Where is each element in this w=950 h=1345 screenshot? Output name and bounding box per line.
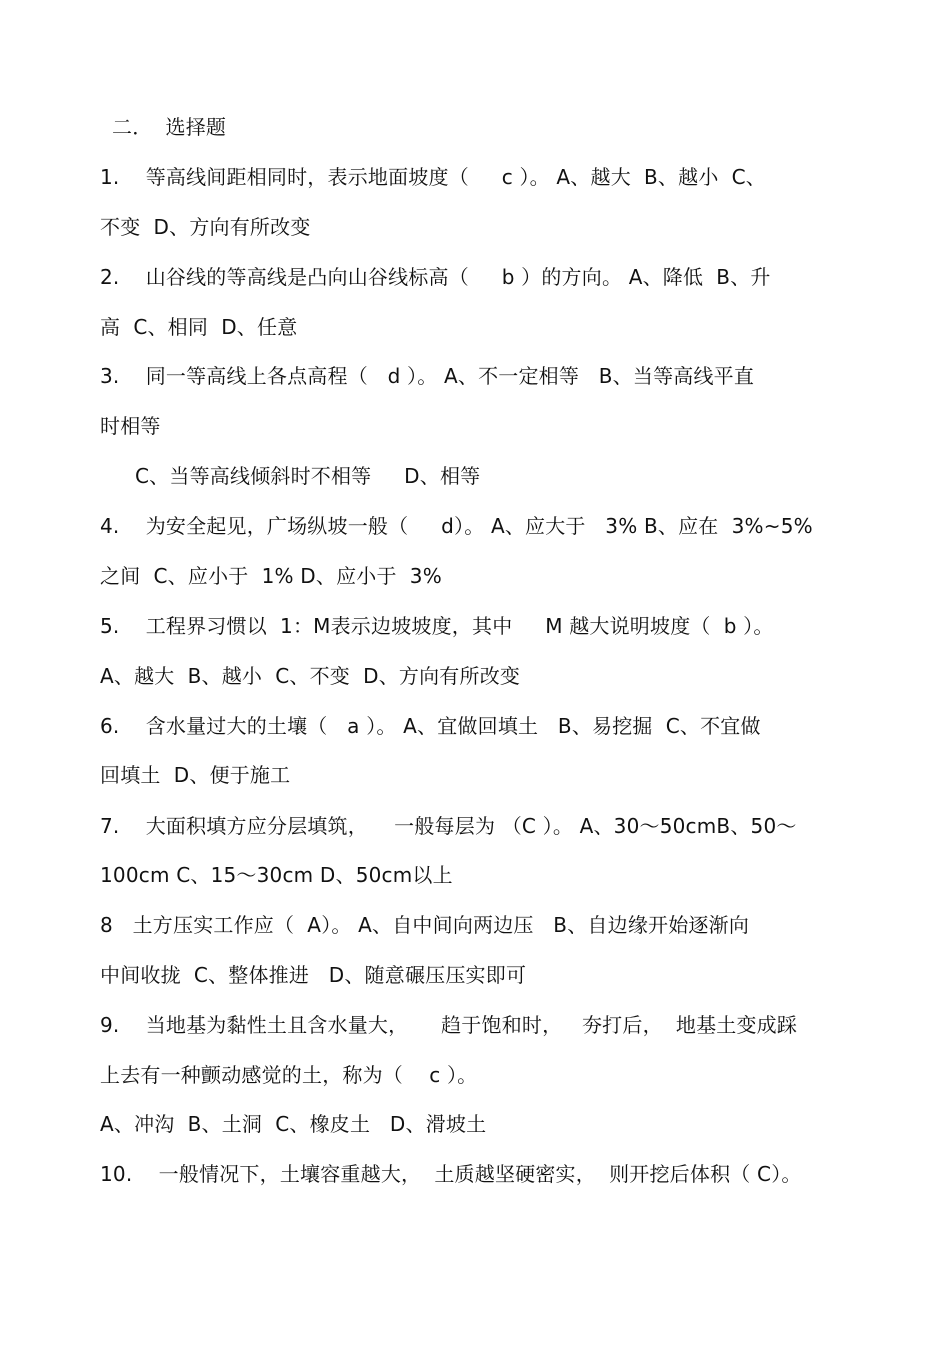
question-3-line-1: 3. 同一等高线上各点高程（ d ）。 A、不一定相等 B、当等高线平直 [100, 364, 755, 388]
question-9-line-1: 9. 当地基为黏性土且含水量大， 趋于饱和时， 夯打后， 地基土变成踩 [100, 1013, 798, 1037]
question-6-line-1: 6. 含水量过大的土壤（ a ）。 A、宜做回填土 B、易挖掘 C、不宜做 [100, 714, 761, 738]
question-3-line-2: 时相等 [100, 414, 161, 438]
question-5-line-2: A、越大 B、越小 C、不变 D、方向有所改变 [100, 664, 521, 688]
question-4-line-1: 4. 为安全起见，广场纵坡一般（ d）。 A、应大于 3% B、应在 3%~5% [100, 514, 813, 538]
question-5-line-1: 5. 工程界习惯以 1：M表示边坡坡度，其中 M 越大说明坡度（ b ）。 [100, 614, 774, 638]
question-9-line-2: 上去有一种颤动感觉的土，称为（ c ）。 [100, 1063, 478, 1087]
question-6-line-2: 回填土 D、便于施工 [100, 763, 291, 787]
question-7-line-2: 100cm C、15～30cm D、50cm以上 [100, 863, 453, 887]
question-3-line-3: C、当等高线倾斜时不相等 D、相等 [135, 464, 481, 488]
question-2-line-2: 高 C、相同 D、任意 [100, 315, 298, 339]
question-2-line-1: 2. 山谷线的等高线是凸向山谷线标高（ b ）的方向。 A、降低 B、升 [100, 265, 771, 289]
question-8-line-1: 8 土方压实工作应（ A）。 A、自中间向两边压 B、自边缘开始逐渐向 [100, 913, 750, 937]
section-heading: 二． 选择题 [112, 115, 227, 139]
question-8-line-2: 中间收拢 C、整体推进 D、随意碾压压实即可 [100, 963, 527, 987]
question-10-line-1: 10. 一般情况下，土壤容重越大， 土质越坚硬密实， 则开挖后体积（ C）。 [100, 1162, 802, 1186]
question-7-line-1: 7. 大面积填方应分层填筑， 一般每层为 （C ）。 A、30～50cmB、50～ [100, 814, 797, 838]
question-1-line-1: 1. 等高线间距相同时，表示地面坡度（ c ）。 A、越大 B、越小 C、 [100, 165, 767, 189]
question-4-line-2: 之间 C、应小于 1% D、应小于 3% [100, 564, 442, 588]
question-1-line-2: 不变 D、方向有所改变 [100, 215, 311, 239]
question-9-line-3: A、冲沟 B、土洞 C、橡皮土 D、滑坡土 [100, 1112, 487, 1136]
